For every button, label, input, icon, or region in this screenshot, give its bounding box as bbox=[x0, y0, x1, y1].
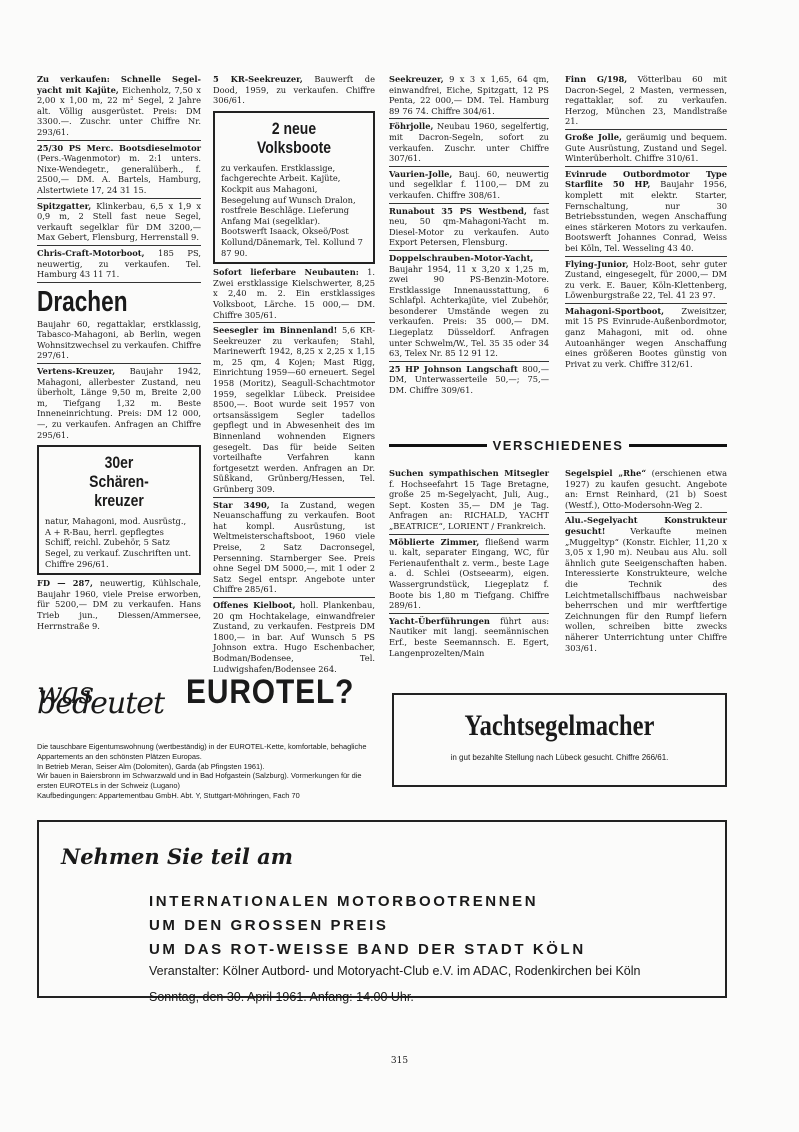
ad-heading: 25 HP Johnson Langschaft bbox=[389, 363, 518, 374]
ad-heading: Vaurien-Jolle, bbox=[389, 168, 453, 179]
box-heading-line: kreuzer bbox=[94, 491, 144, 511]
section-title: VERSCHIEDENES bbox=[492, 437, 624, 453]
ad-text: natur, Mahagoni, mod. Ausrüstg., A + R-Bau, herrl. gepflegtes Schiff, reichl. Zubehör, 5 Satz Segel, zu verkauf. Zuschriften unt. Chiffre 296/61. bbox=[45, 516, 191, 569]
eurotel-text: In Betrieb Meran, Seiser Alm (Dolomiten), Garda (ab Pfingsten 1961). bbox=[37, 761, 265, 771]
boxed-ad-volksboote bbox=[213, 111, 375, 264]
ad-heading: Seekreuzer, bbox=[389, 74, 444, 84]
eurotel-text: Wir bauen in Baiersbronn im Schwarzwald und in Bad Hofgastein (Salzburg). Vormerkungen für die ersten EUROTELs in der Schweiz (Lugano) bbox=[37, 771, 362, 791]
ad-big-heading: Drachen bbox=[37, 285, 128, 318]
classified-ad bbox=[565, 468, 727, 513]
banner-script-heading: Nehmen Sie teil am bbox=[61, 844, 293, 869]
classified-ad bbox=[37, 74, 201, 141]
section-rule bbox=[389, 444, 487, 447]
motorboat-race-banner bbox=[37, 820, 727, 1004]
misc-column-3 bbox=[389, 468, 549, 662]
box-heading bbox=[234, 119, 354, 157]
ad-heading: Sofort lieferbare Neubauten: bbox=[213, 267, 359, 278]
classified-ad bbox=[389, 468, 549, 535]
ad-text: Baujahr 1956, komplett mit elektr. Starter, Fernschaltung, nur 30 Betriebsstunden, wegen Anschaffung eines stärkeren Motors zu verkaufen. Bootswerft Johannes Conrad, Weiss bei Köln, Tel. Wesseling 43 40. bbox=[565, 179, 728, 253]
section-header-verschiedenes bbox=[389, 437, 727, 453]
classified-ad bbox=[213, 500, 375, 598]
ad-text: Neubau 1960, segelfertig, mit Dacron-Segeln, sofort zu verkaufen. Zuschr. unter Chiffre 307/61. bbox=[389, 121, 549, 164]
ad-text: 800,— DM, Unterwasserteile 50,—; 75,— DM. Chiffre 309/61. bbox=[389, 363, 549, 396]
ad-heading: Zu verkaufen: Schnelle Segel-yacht mit Kajüte, bbox=[37, 74, 201, 95]
classified-ad bbox=[565, 74, 727, 130]
classified-ad bbox=[213, 600, 375, 676]
ad-text: Bauwerft de Dood, 1959, zu verkaufen. Chiffre 306/61. bbox=[213, 74, 375, 106]
ad-heading: Vertens-Kreuzer, bbox=[37, 366, 116, 377]
box-heading-line: 2 neue bbox=[271, 118, 317, 138]
ad-text: zu verkaufen. Erstklassige, fachgerechte Arbeit. Kajüte, Kockpit aus Mahagoni, Besegelung auf Wunsch Dralon, rostfreie Beschläge. Lieferung Anfang Mai (segelklar). Bootswerft Isaack, Okseö/Post Kollund/Dänemark, Tel. Kollund 7 87 90. bbox=[221, 162, 363, 258]
ad-text: 185 PS, neuwertig, zu verkaufen. Tel. Hamburg 43 11 71. bbox=[37, 247, 201, 280]
ad-text: Vötterlbau 60 mit Dacron-Segel, 2 Masten, vermessen, regattaklar, sof. zu verkaufen. Herzog, München 23, Mandlstraße 21. bbox=[565, 74, 727, 127]
classified-ad bbox=[389, 364, 549, 398]
ad-heading: Chris-Craft-Motorboot, bbox=[37, 247, 145, 258]
eurotel-script: was bedeutet bbox=[37, 676, 165, 721]
classified-ad bbox=[565, 306, 727, 372]
ad-heading: FD — 287, bbox=[37, 578, 93, 589]
box-heading bbox=[58, 453, 179, 510]
ad-heading: Mahagoni-Sportboot, bbox=[565, 305, 665, 316]
ad-heading: Alu.-Segelyacht Konstrukteur gesucht! bbox=[565, 515, 727, 536]
classifieds-column-3 bbox=[389, 74, 549, 400]
eurotel-text: Kaufbedingungen: Appartementbau GmbH. Abt. Y, Stuttgart-Möhringen, Fach 70 bbox=[37, 790, 300, 800]
ad-heading: Finn G/198, bbox=[565, 74, 628, 84]
ad-heading: Evinrude Outbordmotor Type Starflite 50 HP, bbox=[565, 168, 727, 190]
classified-ad bbox=[213, 74, 375, 108]
ad-heading: Offenes Kielboot, bbox=[213, 599, 296, 610]
classified-ad bbox=[213, 325, 375, 498]
ad-text: Baujahr 1954, 11 x 3,20 x 1,25 m, zwei 90 PS-Benzin-Motore. Erstklassige Innenausstattung, 6 Schlafpl. Achterkajüte, viel Zubehör, besonderer Umstände wegen zu verkaufen. Preis: 35 000,— DM. Liegeplatz Düsseldorf. Anfragen unter Schwelm/W., Tel. 35 35 oder 34 63, Telex Nr. 85 12 91 12. bbox=[389, 263, 549, 359]
ad-heading: Star 3490, bbox=[213, 499, 270, 510]
ad-heading: Yacht-Überführungen bbox=[389, 615, 490, 626]
banner-organizer: Veranstalter: Kölner Autbord- und Motoryacht-Club e.V. im ADAC, Rodenkirchen bei Köln bbox=[149, 964, 641, 978]
ad-heading: Spitzgatter, bbox=[37, 200, 92, 211]
ad-text: Bauj. 60, neuwertig und segelklar f. 1100,— DM zu verkaufen. Chiffre 308/61. bbox=[389, 168, 549, 200]
classified-ad bbox=[37, 366, 201, 442]
classifieds-column-4 bbox=[565, 74, 727, 373]
classified-ad bbox=[389, 121, 549, 166]
ad-heading: Segelspiel „Rhe“ bbox=[565, 468, 647, 478]
classified-ad bbox=[565, 132, 727, 167]
ad-heading: Flying-Junior, bbox=[565, 258, 629, 269]
box-heading-line: Schären- bbox=[89, 472, 149, 492]
ad-heading: Runabout 35 PS Westbend, bbox=[389, 205, 527, 216]
box-heading-line: 30er bbox=[104, 453, 134, 473]
section-rule bbox=[629, 444, 727, 447]
classified-ad bbox=[389, 616, 549, 660]
ad-text: Klinkerbau, 6,5 x 1,9 x 0,9 m, 2 Stell fast neue Segel, verkauft segelklar für DM 3200,— Max Gebert, Flensburg, Herrenstall 9. bbox=[37, 200, 201, 243]
banner-headline bbox=[149, 890, 586, 962]
ad-text: Eichenholz, 7,50 x 2,00 x 1,00 m, 22 m² Segel, 2 Jahre alt. Völlig ausgerüstet. Preis: DM 3300.—. Zuschr. unter Chiffre Nr. 293/61. bbox=[37, 84, 201, 137]
yachtsegelmacher-text: in gut bezahlte Stellung nach Lübeck gesucht. Chiffre 266/61. bbox=[450, 753, 669, 762]
ad-text: fast neu, 50 qm-Mahagoni-Yacht m. Diesel-Motor zu verkaufen. Auto Export Petersen, Flensburg. bbox=[389, 205, 550, 248]
eurotel-brand: EUROTEL? bbox=[185, 673, 355, 711]
classified-ad bbox=[389, 169, 549, 204]
ad-text: holl. Plankenbau, 20 qm Hochtakelage, einwandfreier Zustand, zu verkaufen. Festpreis DM 1800,— in bar. Auf Wunsch 5 PS Johnson extra. Hugo Eschenbacher, Bodman/Bodensee, Tel. Ludwigshafen/Bodensee 264. bbox=[213, 599, 375, 674]
ad-heading: 5 KR-Seekreuzer, bbox=[213, 74, 303, 84]
box-heading-line: Volksboote bbox=[256, 137, 332, 157]
banner-line: UM DEN GROSSEN PREIS bbox=[149, 917, 389, 934]
banner-date: Sonntag, den 30. April 1961. Anfang: 14.00 Uhr. bbox=[149, 990, 414, 1004]
banner-line: INTERNATIONALEN MOTORBOOTRENNEN bbox=[149, 893, 539, 910]
classified-ad bbox=[213, 267, 375, 323]
ad-text: 5,6 KR-Seekreuzer zu verkaufen; Stahl, Marinewerft 1942, 8,25 x 2,25 x 1,15 m, 25 qm, 4 Kojen; Mast Rigg, Einrichtung 1959—60 erneuert. Segel 1958 (Moritz), Seagull-Schachtmotor 1959, segelklar Lübeck. Preisidee 8500,—. Boot wurde seit 1957 von ortsansässigem Segler tadellos gepflegt und in Abwesenheit des im Binnenland wohnenden Eigners gesegelt. Das für beide Seiten vorteilhafte Verfahren kann fortgesetzt werden. Anfragen an Dr. Süßkand, Grünberg/Hessen, Tel. Grünberg 309. bbox=[213, 325, 375, 494]
classified-ad-drachen bbox=[37, 285, 201, 364]
ad-text: (Pers.-Wagenmotor) m. 2:1 unters. Nixe-Wendegetr., generalüberh., f. 2500,— DM. A. Bartels, Hamburg, Alstertwiete 17, 24 31 15. bbox=[37, 153, 201, 195]
ad-text: geräumig und bequem. Gute Ausrüstung, Zustand und Segel. Winterüberholt. Chiffre 310/61. bbox=[565, 131, 728, 164]
yachtsegelmacher-advertisement bbox=[392, 693, 727, 787]
ad-text: 1. Zwei erstklassige Kielschwerter, 8,25 x 2,40 m. 2. Ein erstklassiges Volksboot, Lärche. 15 000,— DM. Chiffre 305/61. bbox=[213, 267, 375, 320]
eurotel-advertisement bbox=[37, 673, 377, 801]
eurotel-logo bbox=[37, 673, 377, 738]
classified-ad bbox=[565, 259, 727, 304]
ad-heading: Suchen sympathischen Mitsegler bbox=[389, 468, 549, 478]
misc-column-4 bbox=[565, 468, 727, 657]
ad-text: neuwertig, Kühlschale, Baujahr 1960, viele Preise erworben, für 5200,— DM zu verkaufen. Hans Trieb jun., Diessen/Ammersee, Herrnstraße 9. bbox=[37, 578, 201, 631]
ad-heading: Große Jolle, bbox=[565, 131, 622, 142]
ad-heading: 25/30 PS Merc. Bootsdieselmotor bbox=[37, 142, 201, 153]
ad-text: Holz-Boot, sehr guter Zustand, eingesegelt, für 2000,— DM zu verk. E. Bauer, Köln-Klettenberg, Löwenburgstraße 22, Tel. 41 23 97. bbox=[565, 258, 727, 301]
ad-text: Ia Zustand, wegen Neuanschaffung zu verkaufen. Boot hat kompl. Ausrüstung, ist Weltmeisterschaftsboot, 1960 viele Preise, 2 Satz Dacronsegel, Persenning. Starnberger See. Preis ohne Segel DM 5000,—, mit 1 oder 2 Satz Segel entspr. Angebote unter Chiffre 285/61. bbox=[213, 499, 376, 595]
ad-text: f. Hochseefahrt 15 Tage Bretagne, große 25 m-Segelyacht, Juli, Aug., Sept. Kosten 35,— DM je Tag. Anfragen an: RICHALD, YACHT „BEATRICE“, LORIENT / Frankreich. bbox=[389, 478, 549, 531]
classifieds-column-1 bbox=[37, 74, 201, 635]
page-number: 315 bbox=[390, 1056, 409, 1066]
classified-ad bbox=[565, 169, 727, 257]
classified-ad bbox=[37, 201, 201, 246]
ad-text: (erschienen etwa 1927) zu kaufen gesucht. Angebote an: Ernst Reinhard, (21 b) Soest (Westf.), Otto-Modersohn-Weg 2. bbox=[565, 468, 728, 510]
ad-text: Baujahr 1942, Mahagoni, allerbester Zustand, neu überholt, Länge 9,50 m, Breite 2,00 m, Tiefgang 1,32 m. Beste Inneneinrichtung. Preis: DM 12 000,—, zu verkaufen. Anfragen an Chiffre 295/61. bbox=[37, 366, 201, 440]
banner-line: UM DAS ROT-WEISSE BAND DER STADT KÖLN bbox=[149, 941, 586, 958]
ad-text: 9 x 3 x 1,65, 64 qm, einwandfrei, Eiche, Spitzgatt, 12 PS Penta, 22 000,— DM. Tel. Hamburg 89 76 74. Chiffre 304/61. bbox=[389, 74, 549, 116]
classified-ad bbox=[37, 248, 201, 283]
eurotel-text: Die tauschbare Eigentumswohnung (wertbeständig) in der EUROTEL-Kette, komfortable, behagliche Appartements an den schönsten Plätzen Europas. bbox=[37, 742, 367, 761]
classified-ad bbox=[37, 143, 201, 199]
ad-text: führt aus: Nautiker mit langj. seemännischen Erf., beste Seemannsch. E. Egert, Langenprozelten/Main bbox=[389, 615, 549, 658]
ad-heading: Seesegler im Binnenland! bbox=[213, 325, 338, 336]
yachtsegelmacher-title: Yachtsegelmacher bbox=[464, 709, 655, 742]
classified-ad bbox=[389, 537, 549, 614]
ad-text: Baujahr 60, regattaklar, erstklassig, Tabasco-Mahagoni, ab Berlin, wegen Wohnsitzwechsel zu verkaufen. Chiffre 297/61. bbox=[37, 318, 201, 361]
classified-ad bbox=[565, 515, 727, 655]
ad-heading: Föhrjolle, bbox=[389, 121, 434, 132]
ad-heading: Möblierte Zimmer, bbox=[389, 536, 480, 547]
classifieds-column-2 bbox=[213, 74, 375, 678]
ad-text: Verkaufte meinen „Muggeltyp“ (Konstr. Eichler, 11,20 x 3,05 x 1,90 m). Neubau aus Alu. soll ähnlich gute Seeigenschaften haben. Interessierte Konstrukteure, welche die Technik des Leichtmetallschiffbaus nachweisbar beherrschen und mir werftfertige Zeichnungen für den Rumpf liefern wollen, schreiben bitte zwecks näherer Unterrichtung unter Chiffre 303/61. bbox=[565, 525, 728, 653]
ad-heading: Doppelschrauben-Motor-Yacht, bbox=[389, 252, 534, 263]
ad-text: Zweisitzer, mit 15 PS Evinrude-Außenbordmotor, ganz Mahagoni, mit od. ohne Autoanhänger wegen Anschaffung eines größeren Bootes günstig von Privat zu verk. Chiffre 312/61. bbox=[565, 305, 727, 369]
boxed-ad-schaerenkreuzer bbox=[37, 445, 201, 575]
ad-text: fließend warm u. kalt, separater Eingang, WC, für Ferienaufenthalt z. verm., beste Lage a. d. Schlei (Ostseearm), eigen. Wassergrundstück, Liegeplatz f. Boote bis 1,80 m Tiefgang. Chiffre 289/61. bbox=[389, 536, 549, 611]
classified-ad bbox=[389, 74, 549, 119]
classified-ad bbox=[389, 206, 549, 251]
classified-ad bbox=[389, 253, 549, 362]
classified-ad bbox=[37, 578, 201, 633]
